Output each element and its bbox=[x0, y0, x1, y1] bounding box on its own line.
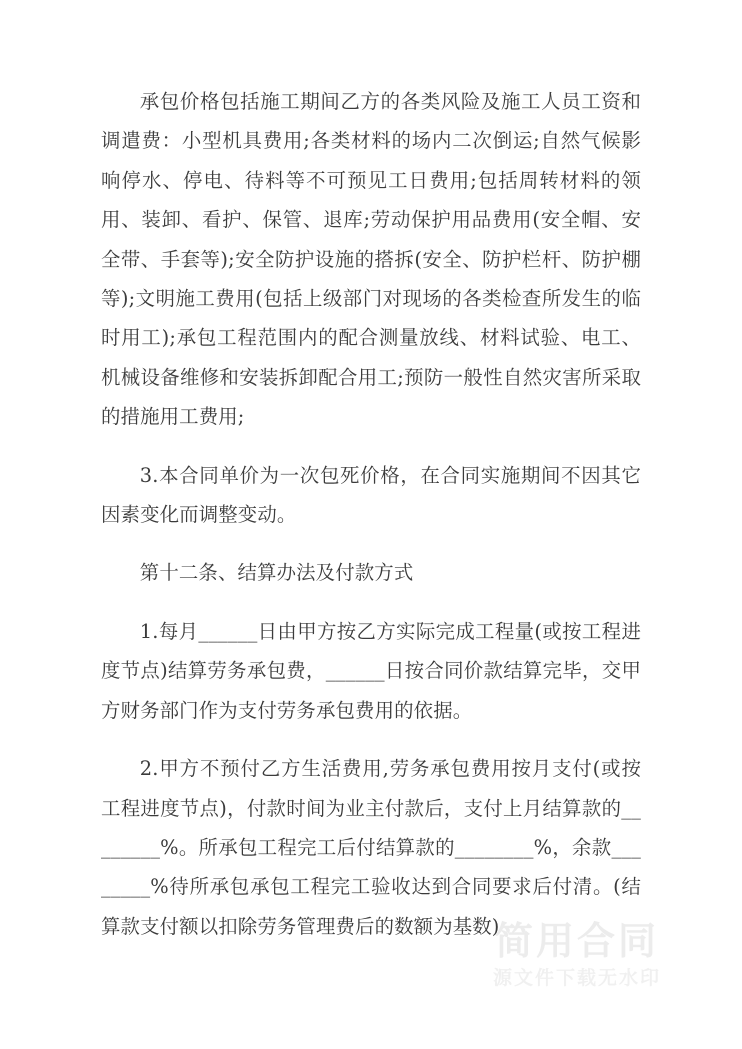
document-text-body bbox=[101, 82, 641, 946]
paragraph-clause-2-payment-terms: 2.甲方不预付乙方生活费用,劳务承包费用按月支付(或按工程进度节点)，付款时间为业主付款后，支付上月结算款的________%。所承包工程完工后付结算款的________%，余款________%待所承包承包工程完工验收达到合同要求后付清。(结算款支付额以扣除劳务管理费后的数额为基数) bbox=[101, 757, 641, 938]
heading-article-12: 第十二条、结算办法及付款方式 bbox=[139, 561, 414, 585]
watermark-subtitle-text: 源文件下载无水印 bbox=[492, 967, 661, 989]
paragraph-clause-1-monthly-settlement: 1.每月______日由甲方按乙方实际完成工程量(或按工程进度节点)结算劳务承包费，______日按合同价款结算完毕，交甲方财务部门作为支付劳务承包费用的依据。 bbox=[101, 619, 641, 722]
watermark-brand-text: 简用合同 bbox=[494, 919, 659, 963]
paragraph-clause-3-fixed-price: 3.本合同单价为一次包死价格，在合同实施期间不因其它因素变化而调整变动。 bbox=[101, 463, 641, 527]
paragraph-contract-price-scope: 承包价格包括施工期间乙方的各类风险及施工人员工资和调遣费：小型机具费用;各类材料的场内二次倒运;自然气候影响停水、停电、待料等不可预见工日费用;包括周转材料的领用、装卸、看护、保管、退库;劳动保护用品费用(安全帽、安全带、手套等);安全防护设施的搭拆(安全、防护栏杆、防护棚等);文明施工费用(包括上级部门对现场的各类检查所发生的临时用工);承包工程范围内的配合测量放线、材料试验、电工、机械设备维修和安装拆卸配合用工;预防一般性自然灾害所采取的措施用工费用; bbox=[101, 90, 641, 429]
